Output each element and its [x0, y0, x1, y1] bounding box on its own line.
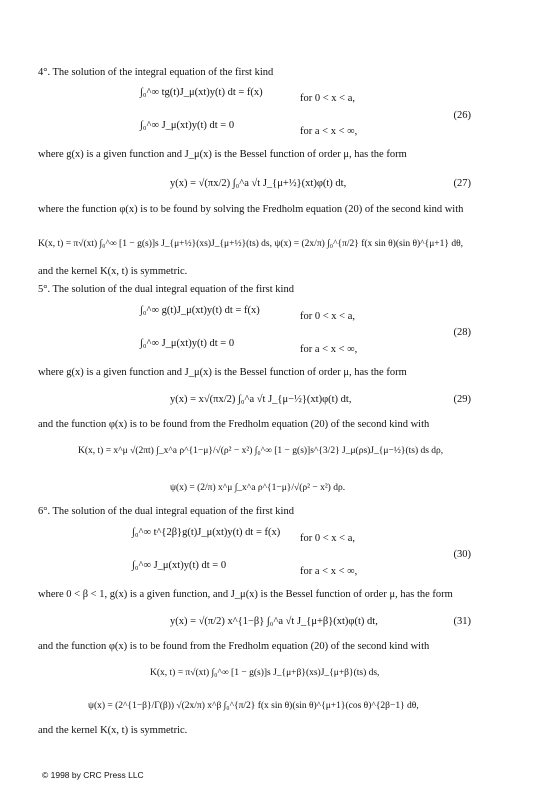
intro-text: The solution of the integral equation of the first kind	[52, 67, 274, 78]
section-5-where: where g(x) is a given function and J_μ(x) is the Bessel function of order μ, has the form	[38, 367, 407, 378]
eq-29: y(x) = x√(πx/2) ∫₀^a √t J_{μ−½}(xt)φ(t) dt,	[170, 394, 352, 405]
section-5-fredholm: and the function φ(x) is to be found from the Fredholm equation (20) of the second kind with	[38, 419, 430, 430]
eq-kernel-6: K(x, t) = π√(xt) ∫₀^∞ [1 − g(s)]s J_{μ+β}(xs)J_{μ+β}(ts) ds,	[150, 668, 380, 678]
eq-number-28: (28)	[453, 327, 471, 338]
eq-26a: ∫₀^∞ tg(t)J_μ(xt)y(t) dt = f(x)	[140, 87, 263, 98]
eq-26a-cond: for 0 < x < a,	[300, 93, 355, 104]
section-heading: 4°.	[38, 67, 51, 78]
eq-kernel-4: K(x, t) = π√(xt) ∫₀^∞ [1 − g(s)]s J_{μ+½}(xs)J_{μ+½}(ts) ds, ψ(x) = (2x/π) ∫₀^{π/2} f(x sin θ)(sin θ)^{μ+1} dθ,	[38, 239, 463, 249]
section-4-where: where g(x) is a given function and J_μ(x) is the Bessel function of order μ, has the form	[38, 149, 407, 160]
eq-number-26: (26)	[453, 110, 471, 121]
section-6-where: where 0 < β < 1, g(x) is a given function, and J_μ(x) is the Bessel function of order μ, has the form	[38, 589, 453, 600]
eq-26b-cond: for a < x < ∞,	[300, 126, 358, 137]
copyright-footer: © 1998 by CRC Press LLC	[42, 770, 144, 780]
eq-31: y(x) = √(π/2) x^{1−β} ∫₀^a √t J_{μ+β}(xt)φ(t) dt,	[170, 616, 378, 627]
section-6-intro	[38, 505, 496, 518]
eq-psi-5: ψ(x) = (2/π) x^μ ∫_x^a ρ^{1−μ}/√(ρ² − x²) dρ.	[170, 483, 346, 493]
eq-psi-6: ψ(x) = (2^{1−β}/Γ(β)) √(2x/π) x^β ∫₀^{π/2} f(x sin θ)(sin θ)^{μ+1}(cos θ)^{2β−1} dθ,	[88, 701, 419, 711]
eq-number-27: (27)	[453, 178, 471, 189]
eq-28b-cond: for a < x < ∞,	[300, 344, 358, 355]
eq-28b: ∫₀^∞ J_μ(xt)y(t) dt = 0	[140, 338, 235, 349]
eq-26b: ∫₀^∞ J_μ(xt)y(t) dt = 0	[140, 120, 235, 131]
intro-text: The solution of the dual integral equation of the first kind	[52, 506, 294, 517]
eq-30a: ∫₀^∞ t^{2β}g(t)J_μ(xt)y(t) dt = f(x)	[132, 527, 281, 538]
section-heading: 6°.	[38, 506, 51, 517]
eq-number-29: (29)	[453, 394, 471, 405]
section-4-tail: and the kernel K(x, t) is symmetric.	[38, 266, 188, 277]
eq-28a-cond: for 0 < x < a,	[300, 311, 355, 322]
eq-28a: ∫₀^∞ g(t)J_μ(xt)y(t) dt = f(x)	[140, 305, 260, 316]
eq-30b-cond: for a < x < ∞,	[300, 566, 358, 577]
eq-30b: ∫₀^∞ J_μ(xt)y(t) dt = 0	[132, 560, 227, 571]
eq-number-31: (31)	[453, 616, 471, 627]
eq-27: y(x) = √(πx/2) ∫₀^a √t J_{μ+½}(xt)φ(t) dt,	[170, 178, 347, 189]
section-5-intro	[38, 283, 496, 296]
section-6-tail: and the kernel K(x, t) is symmetric.	[38, 725, 188, 736]
section-4-intro	[38, 66, 496, 79]
section-4-fredholm: where the function φ(x) is to be found by solving the Fredholm equation (20) of the second kind with	[38, 204, 464, 215]
eq-30a-cond: for 0 < x < a,	[300, 533, 355, 544]
section-6-fredholm: and the function φ(x) is to be found from the Fredholm equation (20) of the second kind with	[38, 641, 430, 652]
intro-text: The solution of the dual integral equation of the first kind	[52, 284, 294, 295]
section-heading: 5°.	[38, 284, 51, 295]
eq-number-30: (30)	[453, 549, 471, 560]
eq-kernel-5: K(x, t) = x^μ √(2πt) ∫_x^a ρ^{1−μ}/√(ρ² − x²) ∫₀^∞ [1 − g(s)]s^{3/2} J_μ(ρs)J_{μ−½}(ts) ds dρ,	[78, 446, 444, 456]
